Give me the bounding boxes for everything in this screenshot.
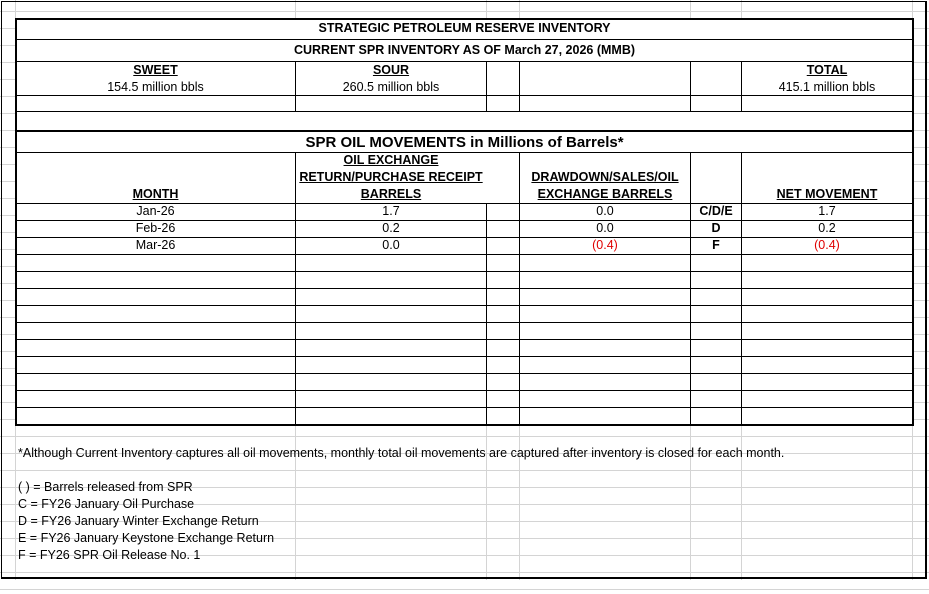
row-divider [16, 254, 913, 255]
exchange-header-line3: BARRELS [360, 187, 422, 201]
legend-item: D = FY26 January Winter Exchange Return [18, 514, 259, 528]
row-divider [16, 95, 913, 96]
row-divider [16, 339, 913, 340]
row-divider [16, 373, 913, 374]
row-divider [16, 322, 913, 323]
month-header: MONTH [132, 187, 179, 201]
exchange-header-line2: RETURN/PURCHASE RECEIPT [299, 170, 483, 184]
row-month: Mar-26 [135, 238, 176, 252]
row-divider [16, 111, 913, 112]
sweet-value: 154.5 million bbls [107, 80, 204, 94]
sour-value: 260.5 million bbls [342, 80, 440, 94]
row-exchange: 0.0 [382, 238, 400, 252]
total-value: 415.1 million bbls [778, 80, 876, 94]
row-month: Jan-26 [136, 204, 175, 218]
row-net: 1.7 [818, 204, 836, 218]
row-divider [16, 288, 913, 289]
row-net: (0.4) [814, 238, 840, 252]
row-divider [16, 271, 913, 272]
row-drawdown: 0.0 [596, 204, 614, 218]
column-divider [519, 62, 520, 112]
row-divider [16, 390, 913, 391]
row-divider [16, 407, 913, 408]
column-divider [690, 62, 691, 112]
row-drawdown: 0.0 [596, 221, 614, 235]
table-title: STRATEGIC PETROLEUM RESERVE INVENTORY [318, 21, 611, 35]
legend-item: E = FY26 January Keystone Exchange Return [18, 531, 275, 545]
footnote: *Although Current Inventory captures all oil movements, monthly total oil movements are captured after inventory is closed for each month. [18, 446, 785, 460]
row-net: 0.2 [818, 221, 836, 235]
row-code: F [712, 238, 720, 252]
row-code: D [711, 221, 721, 235]
drawdown-header-line1: DRAWDOWN/SALES/OIL [531, 170, 679, 184]
row-divider [16, 203, 913, 204]
drawdown-header-line2: EXCHANGE BARRELS [537, 187, 673, 201]
row-exchange: 1.7 [382, 204, 400, 218]
net-movement-header: NET MOVEMENT [776, 187, 878, 201]
row-divider [16, 237, 913, 238]
row-exchange: 0.2 [382, 221, 400, 235]
legend-item: ( ) = Barrels released from SPR [18, 480, 193, 494]
legend-item: F = FY26 SPR Oil Release No. 1 [18, 548, 201, 562]
row-divider [16, 39, 913, 40]
sweet-label: SWEET [133, 63, 178, 77]
row-drawdown: (0.4) [592, 238, 618, 252]
row-divider [16, 130, 913, 132]
inventory-as-of-heading: CURRENT SPR INVENTORY AS OF March 27, 2026 (MMB) [293, 43, 636, 57]
movements-title: SPR OIL MOVEMENTS in Millions of Barrels* [305, 134, 624, 151]
column-divider [486, 62, 487, 112]
row-code: C/D/E [699, 204, 733, 218]
legend-item: C = FY26 January Oil Purchase [18, 497, 195, 511]
row-divider [16, 220, 913, 221]
row-divider [16, 356, 913, 357]
row-month: Feb-26 [135, 221, 176, 235]
exchange-header-line1: OIL EXCHANGE [343, 153, 439, 167]
sour-label: SOUR [372, 63, 410, 77]
total-label: TOTAL [806, 63, 848, 77]
row-divider [16, 305, 913, 306]
